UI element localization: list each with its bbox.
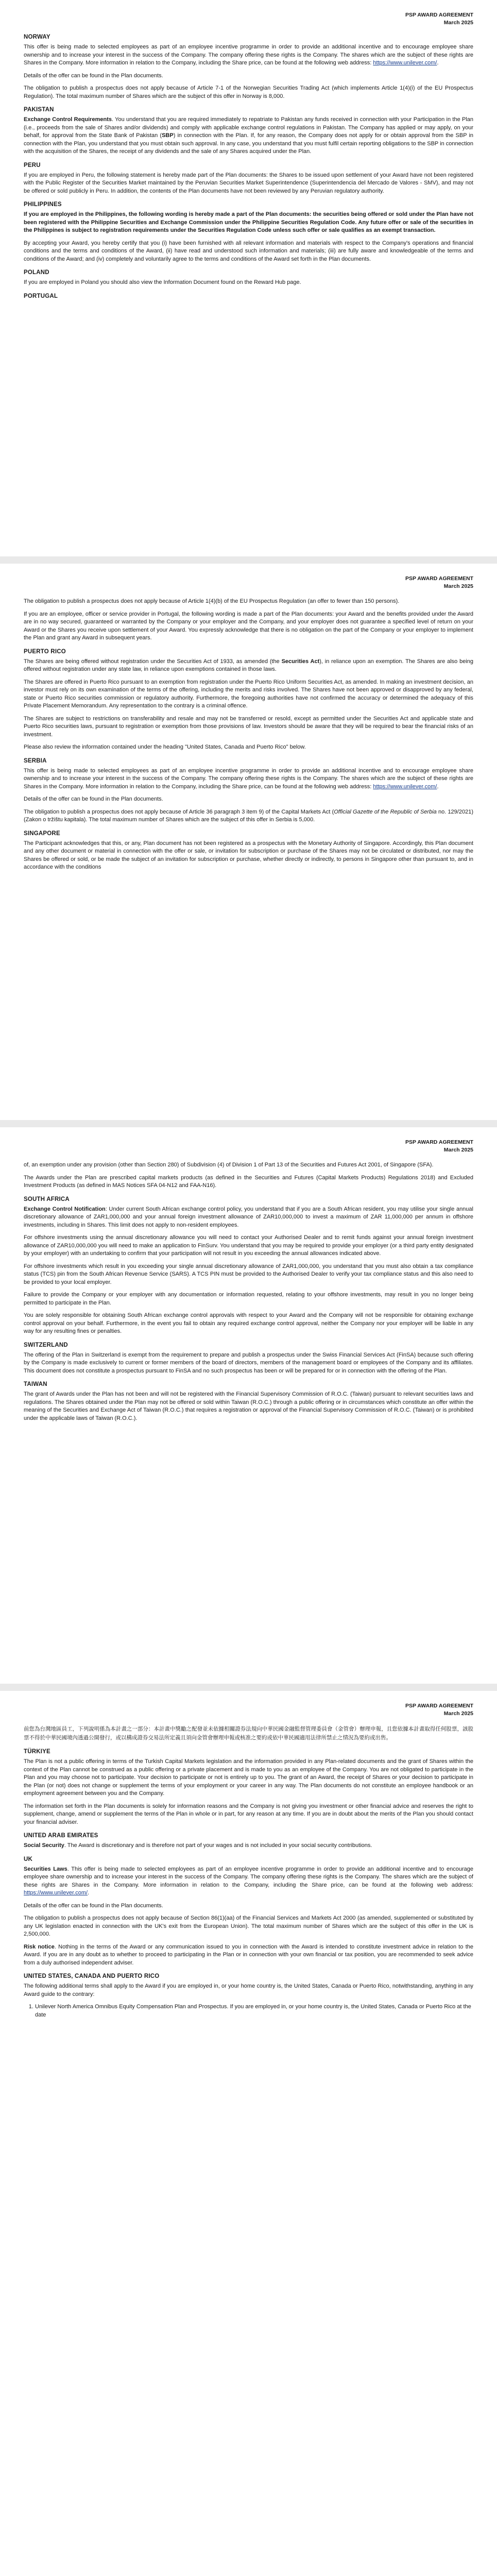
uk-period: .	[88, 1890, 90, 1896]
uae-text: . The Award is discretionary and is therefore not part of your wages and is not included in your social security contributions.	[64, 1842, 372, 1849]
switzerland-paragraph-1: The offering of the Plan in Switzerland is exempt from the requirement to prepare and publish a prospectus under the Swiss Financial Services Act (FinSA) because such offering by the Company is made exclusively to current or former members of the board of directors, members of the management board or employees of the Company and its affiliates. This document does not constitute a prospectus pursuant to FinSA and no such prospectus has been or will be prepared for or in connection with the offering of the Plan.	[24, 1351, 473, 1374]
serbia-text: This offer is being made to selected employees as part of an employee incentive programme in order to provide an additional incentive and to encourage employee share ownership and to increase your interest in the success of the Company. The company offering these rights is the Company. The shares which are the subject of these rights are Shares in the Company. More information in relation to the Company, including the Share price, can be found at the following web address:	[24, 767, 473, 790]
puerto-rico-paragraph-4: Please also review the information contained under the heading "United States, Canada and Puerto Rico" below.	[24, 744, 306, 750]
header-title: PSP AWARD AGREEMENT	[405, 1139, 473, 1145]
unilever-link[interactable]: https://www.unilever.com/	[373, 783, 437, 790]
norway-paragraph-2: Details of the offer can be found in the Plan documents.	[24, 72, 163, 79]
section-heading-poland: POLAND	[24, 269, 49, 276]
section-heading-turkiye: TÜRKIYE	[24, 1749, 50, 1755]
header-title: PSP AWARD AGREEMENT	[405, 12, 473, 18]
norway-period: .	[437, 60, 439, 66]
uae-lead: Social Security	[24, 1842, 64, 1849]
section-heading-puerto-rico: PUERTO RICO	[24, 648, 66, 655]
serbia-paragraph-1	[24, 767, 473, 791]
sa-lead: Exchange Control Notification	[24, 1206, 106, 1212]
unilever-link[interactable]: https://www.unilever.com/	[373, 60, 437, 66]
serbia-paragraph-3	[24, 808, 473, 824]
section-heading-peru: PERU	[24, 162, 41, 168]
pr-securities-act: Securities Act	[281, 658, 320, 665]
south-africa-paragraph-2: For offshore investments using the annual discretionary allowance you will need to contact your Authorised Dealer and to remit funds against your annual foreign investment allowance of ZAR10,000,000 you will need to make an application to FinSurv. You understand that you may be required to provide your employer (or a third party entity designated by your employer) with an undertaking to confirm that your participation will not result in you exceeding the annual allowances indicated above.	[24, 1234, 473, 1257]
uk-risk-lead: Risk notice	[24, 1943, 55, 1950]
serbia-gazette: Official Gazette of the Republic of Serbia	[334, 808, 437, 815]
uk-risk-text: . Nothing in the terms of the Award or any communication issued to you in connection with the Award is intended to constitute investment advice in relation to the Award. If you are in any doubt as to whether to proceed to participating in the Plan or in connection with your own financial or tax position, you are recommended to seek advice from a duly authorised independent adviser.	[24, 1943, 473, 1966]
pakistan-text-b: ) in connection with the Plan. If, for any reason, the Company does not apply for or obtain approval from the SBP in connection with the Plan, you understand that you must obtain such approval. In any case, you understand that you must fulfil certain reporting obligations to the SBP in connection with the acquisition of the Shares, the receipt of any dividends and the sale of any Shares acquired under the Plan.	[24, 132, 473, 155]
usa-terms-list	[24, 2003, 473, 2019]
uk-text: . This offer is being made to selected employees as part of an employee incentive programme in order to provide an additional incentive and to encourage employee share ownership and to increase your interest in the success of the Company. The company offering these rights is the Company. The shares which are the subject of these rights are Shares in the Company. More information in relation to the Company, including the Share price, can be found at the following web address:	[24, 1866, 473, 1888]
turkiye-paragraph-1: The Plan is not a public offering in terms of the Turkish Capital Markets legislation and the information provided in any Plan-related documents and the grant of Shares within the context of the Plan cannot be construed as a public offering or a private placement and is made to you as an employee of the Company. You are not obligated to participate in the Plan and you may choose not to participate. Your decision to participate or not is entirely up to you. The grant of an Award, the receipt of Shares or your decision to participate in the Plan (or not) does not change or supplement the terms of your employment or your career in any way. The Plan documents do not constitute an employee handbook or an employment agreement between you and the Company.	[24, 1758, 473, 1797]
header-date: March 2025	[443, 583, 473, 589]
page-header	[24, 575, 473, 590]
portugal-paragraph-2: If you are an employee, officer or service provider in Portugal, the following wording is made a part of the Plan documents: your Award and the benefits provided under the Award are in no way secured, guaranteed or warranted by the Company or your employer and the Company, and your employer does not guarantee a specified level of return on your Award or the Shares you receive upon settlement of your Award. You expressly acknowledge that there is no obligation on the part of the Company or your employer to implement the Plan and grant any Award in subsequent years.	[24, 611, 473, 641]
header-title: PSP AWARD AGREEMENT	[405, 575, 473, 582]
norway-paragraph-3: The obligation to publish a prospectus does not apply because of Article 7-1 of the Norwegian Securities Trading Act (which implements Article 1(4)(i) of the EU Prospectus Regulation). The total maximum number of Shares which are the subject of this offer in Norway is 8,000.	[24, 85, 473, 99]
header-date: March 2025	[443, 1147, 473, 1153]
page-header	[24, 1139, 473, 1154]
section-heading-singapore: SINGAPORE	[24, 830, 60, 837]
pr-text-a: The Shares are being offered without registration under the Securities Act of 1933, as amended (the	[24, 658, 282, 665]
pr-text-b: ), in reliance upon an exemption. The Shares are also being offered without registration under any state law, in reliance upon exemptions contained in those laws.	[24, 658, 473, 672]
document-page-1	[0, 0, 497, 556]
puerto-rico-paragraph-1	[24, 658, 473, 674]
poland-paragraph-1: If you are employed in Poland you should also view the Information Document found on the Reward Hub page.	[24, 279, 301, 285]
serbia-text-a: The obligation to publish a prospectus does not apply because of Article 36 paragraph 3 item 9) of the Capital Markets Act (	[24, 808, 334, 815]
section-heading-switzerland: SWITZERLAND	[24, 1342, 68, 1348]
uk-risk-notice	[24, 1943, 473, 1968]
sa-text: : Under current South African exchange control policy, you understand that if you are a South African resident, you may utilise your single annual discretionary allowance of ZAR1,000,000 and your annual foreign investment allowance of ZAR10,000,000 to invest a maximum of ZAR 11,000,000 per annum in offshore investments, including in Shares. This limit does not apply to non-resident employees.	[24, 1206, 473, 1228]
south-africa-paragraph-4: Failure to provide the Company or your employer with any documentation or information requested, relating to your offshore investments, may result in you no longer being permitted to participate in the Plan.	[24, 1292, 473, 1306]
section-heading-pakistan: PAKISTAN	[24, 107, 54, 113]
usa-paragraph-1: The following additional terms shall apply to the Award if you are employed in, or your home country is, the United States, Canada or Puerto Rico, notwithstanding, anything in any Award guide to the contrary:	[24, 1983, 473, 1997]
uk-lead: Securities Laws	[24, 1866, 67, 1872]
section-heading-uk: UK	[24, 1856, 33, 1862]
pakistan-paragraph-1	[24, 116, 473, 156]
singapore-paragraph-1: The Participant acknowledges that this, or any, Plan document has not been registered as a prospectus with the Monetary Authority of Singapore. Accordingly, this Plan document and any other document or material in connection with the offer or sale, or invitation for subscription or purchase of the Shares may not be circulated or distributed, nor may the Shares be offered or sold, or be made the subject of an invitation for subscription or purchase, whether directly or indirectly, to persons in Singapore other than pursuant to, and in accordance with the conditions	[24, 840, 473, 870]
peru-paragraph-1: If you are employed in Peru, the following statement is hereby made part of the Plan documents: the Shares to be issued upon settlement of your Award have not been registered with the Public Register of the Securities Market maintained by the Peruvian Securities Market Superintendence (Superintendencia del Mercado de Valores - SMV), and may not be offered or sold publicly in Peru. In addition, the contents of the Plan documents have not been reviewed by any Peruvian regulatory authority.	[24, 172, 473, 194]
turkiye-paragraph-2: The information set forth in the Plan documents is solely for information reasons and the Company is not giving you investment or other financial advice and reserves the right to supplement, change, amend or supplement the terms of the Plan in whole or in part, for any reason at any time. If you are in doubt about the merits of the Plan you should contact your financial adviser.	[24, 1803, 473, 1825]
section-heading-norway: NORWAY	[24, 34, 50, 40]
section-heading-taiwan: TAIWAN	[24, 1381, 47, 1387]
section-heading-uae: UNITED ARAB EMIRATES	[24, 1833, 98, 1839]
taiwan-chinese-paragraph: 前您為台灣地區員工，下列說明係為本計畫之一部分：本計畫中獎勵之配發並未依據相關證券法規向中華民國金融監督管理委員會（金管會）辦理申報，且您依據本計畫取得任何股票，該股票不得於中華民國境內透過公開發行，或以構成證券交易法所定義且須向金管會辦理申報或核准之要約或依中華民國適用法律所禁止之情況為要約或出售。	[24, 1726, 473, 1741]
pakistan-lead: Exchange Control Requirements	[24, 116, 112, 123]
portugal-paragraph-1: The obligation to publish a prospectus does not apply because of Article 1(4)(b) of the EU Prospectus Regulation (an offer to fewer than 150 persons).	[24, 598, 400, 604]
serbia-text-b: no. 129/2021) (Zakon o tržištu kapitala). The total maximum number of Shares which are the subject of this offer in Serbia is 5,000.	[24, 808, 473, 823]
uk-paragraph-3: The obligation to publish a prospectus does not apply because of Section 86(1)(aa) of the Financial Services and Markets Act 2000 (as amended, supplemented or substituted by any UK legislation enacted in connection with the UK's exit from the European Union). The total maximum number of Shares which are the subject of this offer in the UK is 2,500,000.	[24, 1915, 473, 1937]
page-header	[24, 1702, 473, 1718]
section-heading-south-africa: SOUTH AFRICA	[24, 1196, 70, 1202]
section-heading-portugal: PORTUGAL	[24, 293, 58, 299]
south-africa-paragraph-5: You are solely responsible for obtaining South African exchange control approvals with respect to your Award and the Company will not be responsible for obtaining exchange control approval on your behalf. Furthermore, in the event you fail to obtain any required exchange control approval, neither the Company nor your employer will be liable in any way for any resulting fines or penalties.	[24, 1312, 473, 1334]
header-date: March 2025	[443, 1710, 473, 1717]
serbia-period: .	[437, 783, 439, 790]
pakistan-text-a: . You understand that you are required immediately to repatriate to Pakistan any funds received in connection with your Participation in the Plan (i.e., proceeds from the sale of Shares and/or dividends) and comply with applicable exchange control regulations in Pakistan. The Company has applied or may apply, on your behalf, for approval from the State Bank of Pakistan (	[24, 116, 473, 139]
header-title: PSP AWARD AGREEMENT	[405, 1703, 473, 1709]
pakistan-sbp: SBP	[162, 132, 174, 139]
norway-paragraph-1	[24, 43, 473, 67]
puerto-rico-paragraph-3: The Shares are subject to restrictions on transferability and resale and may not be transferred or resold, except as permitted under the Securities Act and applicable state and Puerto Rico securities laws, pursuant to registration or exemption from those provisions of law. Investors should be aware that they will be required to bear the financial risks of an investment.	[24, 715, 473, 738]
section-heading-usa: UNITED STATES, CANADA AND PUERTO RICO	[24, 1973, 160, 1979]
unilever-link[interactable]: https://www.unilever.com/	[24, 1890, 88, 1896]
uk-paragraph-2: Details of the offer can be found in the Plan documents.	[24, 1902, 163, 1909]
document-page-3	[0, 1127, 497, 1684]
uae-paragraph-1	[24, 1842, 473, 1850]
philippines-paragraph-1: If you are employed in the Philippines, the following wording is hereby made a part of the Plan documents: the securities being offered or sold under the Plan have not been registered with the Philippine Securities and Exchange Commission under the Philippine Securities Regulation Code. Any future offer or sale of the securities in the Philippines is subject to registration requirements under the Securities Regulation Code unless such offer or sale qualifies as an exempt transaction.	[24, 211, 473, 233]
header-date: March 2025	[443, 20, 473, 26]
philippines-paragraph-2: By accepting your Award, you hereby certify that you (i) have been furnished with all relevant information and materials with respect to the Company's operations and financial conditions and the terms and conditions of the Award, (ii) have read and understood such information and materials; (iii) are fully aware and knowledgeable of the terms and conditions of the Award; and (iv) completely and voluntarily agree to the terms and conditions of the Award set forth in the Plan documents.	[24, 240, 473, 262]
south-africa-paragraph-3: For offshore investments which result in you exceeding your single annual discretionary allowance of ZAR1,000,000, you understand that you must also obtain a tax compliance status (TCS) pin from the South African Revenue Service (SARS). A TCS PIN must be provided to the Authorised Dealer to verify your tax compliance status and this also need to be provided to your local employer.	[24, 1263, 473, 1285]
list-item: 1. Unilever North America Omnibus Equity Compensation Plan and Prospectus. If you are employed in, or your home country is, the United States, Canada or Puerto Rico at the date	[35, 2003, 473, 2019]
uk-paragraph-1	[24, 1866, 473, 1897]
section-heading-serbia: SERBIA	[24, 757, 47, 764]
page-header	[24, 11, 473, 27]
singapore-paragraph-2: The Awards under the Plan are prescribed capital markets products (as defined in the Securities and Futures (Capital Markets Products) Regulations 2018) and Excluded Investment Products (as defined in MAS Notices SFA 04-N12 and FAA-N16).	[24, 1174, 473, 1189]
serbia-paragraph-2: Details of the offer can be found in the Plan documents.	[24, 796, 163, 802]
document-page-4	[0, 1691, 497, 2576]
puerto-rico-paragraph-2: The Shares are offered in Puerto Rico pursuant to an exemption from registration under the Puerto Rico Uniform Securities Act, as amended. In making an investment decision, an investor must rely on its own examination of the terms of the offering, including the merits and risks involved. The Shares have not been approved or disapproved by any federal, state or Puerto Rico securities commission or regulatory authority. Furthermore, the foregoing authorities have not confirmed the accuracy or determined the adequacy of this Private Placement Memorandum. Any representation to the contrary is a criminal offence.	[24, 679, 473, 709]
norway-text: This offer is being made to selected employees as part of an employee incentive programme in order to provide an additional incentive and to encourage employee share ownership and to increase your interest in the success of the Company. The company offering these rights is the Company. The shares which are the subject of these rights are Shares in the Company. More information in relation to the Company, including the Share price, can be found at the following web address:	[24, 44, 473, 66]
taiwan-paragraph-1: The grant of Awards under the Plan has not been and will not be registered with the Financial Supervisory Commission of R.O.C. (Taiwan) pursuant to relevant securities laws and regulations. The Shares obtained under the Plan may not be offered or sold within Taiwan (R.O.C.) through a public offering or in circumstances which constitute an offer within the meaning of the Securities and Exchange Act of Taiwan (R.O.C.) that requires a registration or approval of the Financial Supervisory Commission of R.O.C. (Taiwan) or is prohibited under the applicable laws of Taiwan (R.O.C.).	[24, 1391, 473, 1421]
section-heading-philippines: PHILIPPINES	[24, 201, 62, 208]
document-page-2	[0, 564, 497, 1120]
south-africa-paragraph-1	[24, 1206, 473, 1230]
singapore-paragraph-cont: of, an exemption under any provision (other than Section 280) of Subdivision (4) of Division 1 of Part 13 of the Securities and Futures Act 2001, of Singapore (SFA).	[24, 1162, 434, 1168]
